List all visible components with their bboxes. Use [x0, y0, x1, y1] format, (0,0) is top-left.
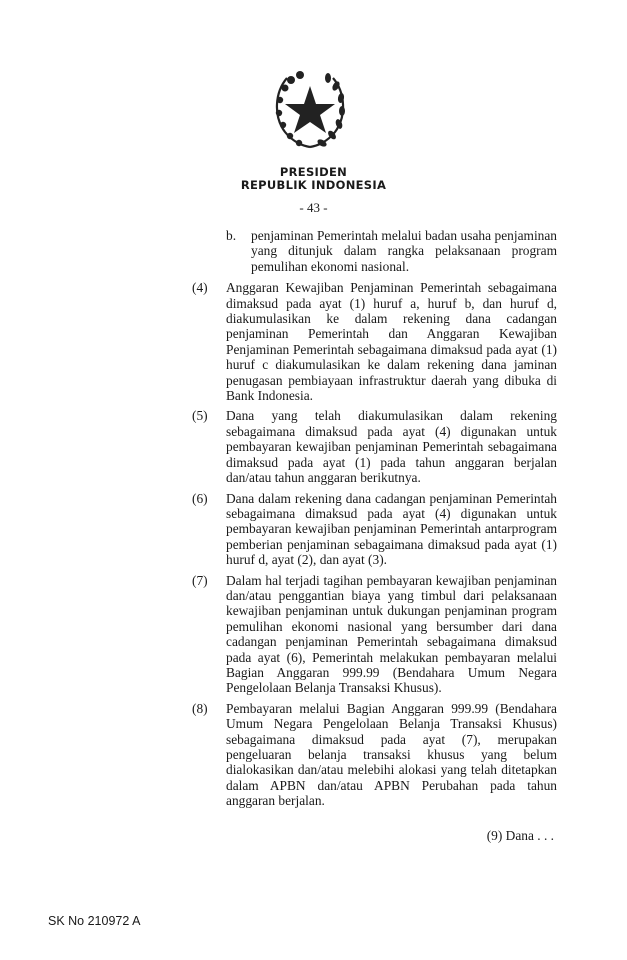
- continuation-text: (9) Dana . . .: [486, 828, 554, 843]
- paragraph-text: Pembayaran melalui Bagian Anggaran 999.99 (Bendahara Umum Negara Pengelolaan Belanja Transaksi Khusus) sebagaimana dimaksud pada ayat (7), merupakan pengeluaran belanja transaksi khusus yang belum dialokasikan dan/atau melebihi alokasi yang telah ditetapkan dalam APBN dan/atau APBN Perubahan pada tahun anggaran berjalan.: [226, 700, 557, 809]
- paragraph-number: (5): [192, 408, 208, 424]
- paragraph-number: (6): [192, 490, 208, 506]
- paragraph-text: Anggaran Kewajiban Penjaminan Pemerintah sebagaimana dimaksud pada ayat (1) huruf a, huruf b, dan huruf d, diakumulasikan ke dalam rekening dana cadangan penjaminan Pemerintah dan Anggaran Kewajiban Penjaminan Pemerintah sebagaimana dimaksud pada ayat (1) huruf c diakumulasikan ke dalam rekening dana jaminan penugasan pembiayaan infrastruktur daerah yang dibuka di Bank Indonesia.: [226, 280, 557, 404]
- paragraph-text: Dana dalam rekening dana cadangan penjaminan Pemerintah sebagaimana dimaksud pada ayat (4) digunakan untuk pembayaran kewajiban penjaminan Pemerintah antarprogram pemberian penjaminan sebagaimana dimaksud pada ayat (1) huruf d, ayat (2), dan ayat (3).: [226, 490, 557, 568]
- paragraph-number: (4): [192, 280, 208, 296]
- paragraph-8: [192, 701, 557, 809]
- paragraph-7: [192, 573, 557, 696]
- paragraph-number: (8): [192, 700, 208, 716]
- garuda-star-emblem-icon: [265, 64, 355, 154]
- header-title-line1: PRESIDEN: [279, 165, 348, 179]
- paragraph-text: Dana yang telah diakumulasikan dalam rekening sebagaimana dimaksud pada ayat (4) digunakan untuk pembayaran kewajiban penjaminan Pemerintah sebagaimana dimaksud pada ayat (1) pada tahun anggaran berjalan dan/atau tahun anggaran berikutnya.: [226, 408, 557, 486]
- paragraph-6: [192, 491, 557, 568]
- header-title-line2: REPUBLIK INDONESIA: [240, 178, 387, 192]
- sub-item-number: b.: [226, 228, 237, 243]
- paragraph-number: (7): [192, 572, 208, 588]
- footer-document-code: SK No 210972 A: [48, 914, 141, 928]
- paragraph-4: [192, 280, 557, 403]
- sub-item-text: penjaminan Pemerintah melalui badan usaha penjaminan yang ditunjuk dalam rangka pelaksanaan program pemulihan ekonomi nasional.: [251, 228, 557, 274]
- paragraph-text: Dalam hal terjadi tagihan pembayaran kewajiban penjaminan dan/atau penggantian biaya yang timbul dari pelaksanaan kewajiban penjaminan untuk dukungan penjaminan program pemulihan ekonomi nasional yang bersumber dari dana cadangan penjaminan Pemerintah sebagaimana dimaksud pada ayat (6), Pemerintah melakukan pembayaran melalui Bagian Anggaran 999.99 (Bendahara Umum Negara Pengelolaan Belanja Transaksi Khusus).: [226, 572, 557, 696]
- document-body: [192, 228, 557, 814]
- paragraph-5: [192, 408, 557, 485]
- sub-item-b: [226, 228, 557, 274]
- page-number: - 43 -: [299, 200, 328, 215]
